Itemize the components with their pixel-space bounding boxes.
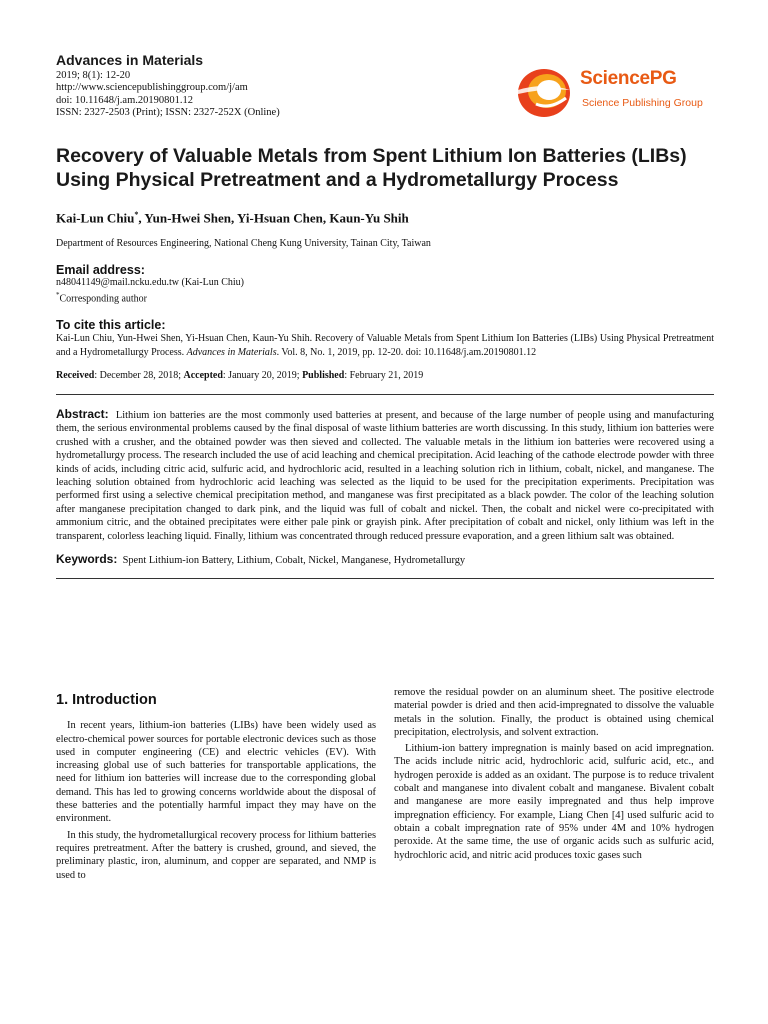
corresponding-note-mark: * <box>56 291 60 300</box>
paragraph: Lithium-ion battery impregnation is mainly based on acid impregnation. The acids include nitric acid, hydrochloric acid, sulfuric acid, etc., and hydrogen peroxide is added as an oxidant. The purpose is to reduce trivalent cobalt and manganese into divalent cobalt and manganese. Bivalent cobalt and manganese are more easily impregnated and thus help improve impregnation efficiency. For example, Liang Chen [4] used sulfuric acid to obtain a cobalt impregnation rate of 95% under 4M and 10% hydrogen peroxide. At the same time, the use of organic acids such as sulfuric acid, hydrochloric acid, and nitric acid produces toxic gases such <box>394 743 714 861</box>
left-column <box>56 686 376 885</box>
email-address[interactable]: n48041149@mail.ncku.edu.tw (Kai-Lun Chiu) <box>56 276 244 288</box>
logo-name: SciencePG <box>580 68 677 89</box>
email-heading: Email address: <box>56 262 145 277</box>
published-label: Published <box>302 369 345 381</box>
received-label: Received <box>56 369 95 381</box>
sciencepg-logo <box>514 60 714 124</box>
paragraph: In this study, the hydrometallurgical recovery process for lithium batteries requires pretreatment. After the battery is crushed, ground, and sieved, the preliminary plastic, iron, aluminum, and copper are separated, and NMP is used to <box>56 829 376 881</box>
journal-url[interactable]: http://www.sciencepublishinggroup.com/j/am <box>56 82 248 94</box>
corresponding-note <box>56 289 714 306</box>
corresponding-mark: * <box>134 209 139 219</box>
doi: doi: 10.11648/j.am.20190801.12 <box>56 94 193 106</box>
author-list <box>56 210 714 226</box>
abstract <box>56 408 714 543</box>
accepted-date: : January 20, 2019; <box>222 369 303 381</box>
corresponding-label: Corresponding author <box>59 293 147 305</box>
abstract-text: Lithium ion batteries are the most commonly used batteries at present, and because of the large number of people using and manufacturing them, the serious environmental problems caused by the final disposal of waste lithium batteries are worth discussing. In this study, lithium ion batteries were crushed with a crusher, and the obtained powder was then sieved and collected. The valuable metals in the lithium ion batteries were recovered using a hydrometallurgy process. The research included the use of acid leaching and chemical precipitation. Acid leaching of the cathode electrode powder with three kinds of acids, including citric acid, sulfuric acid, and hydrochloric acid, resulted in a leaching solution rich in lithium, cobalt, nickel, and manganese. The leaching solution obtained from hydrochloric acid leaching was selected as the liquid to be used for the precipitation experiments. Precipitation was performed first using a selective chemical precipitation method, and manganese was first precipitated as a black powder. The color of the leaching solution after manganese precipitation changed to dark pink, and the liquid was full of cobalt and nickel. Then, the cobalt and nickel were co-precipitated with ammonium citric, and the obtained precipitates were either pale pink or grayish pink. After precipitation of cobalt and nickel, only lithium was left in the transparent, colorless leaching liquid. Finally, lithium was concentrated through reduced pressure evaporation, and a green lithium salt was obtained. <box>56 409 714 542</box>
page-header <box>56 52 714 579</box>
published-date: : February 21, 2019 <box>344 369 424 381</box>
divider-top <box>56 394 714 395</box>
section-heading: 1. Introduction <box>56 692 157 708</box>
paragraph: remove the residual powder on an aluminum sheet. The positive electrode material powder is dried and then acid-impregnated to dissolve the valuable metals in the solution. Finally, the product is obtained using chemical precipitation, electrolysis, and solvent extraction. <box>394 687 714 738</box>
abstract-label: Abstract: <box>56 406 109 421</box>
citation-journal: Advances in Materials <box>186 346 277 358</box>
keywords-text: Spent Lithium-ion Battery, Lithium, Cobalt, Nickel, Manganese, Hydrometallurgy <box>122 554 466 566</box>
volume-info: 2019; 8(1): 12-20 <box>56 70 131 81</box>
affiliation: Department of Resources Engineering, National Cheng Kung University, Tainan City, Taiwan <box>56 237 431 249</box>
citation-volume: . Vol. 8, No. 1, 2019, pp. 12-20. doi: 10.11648/j.am.20190801.12 <box>276 346 537 358</box>
issn: ISSN: 2327-2503 (Print); ISSN: 2327-252X (Online) <box>56 107 280 119</box>
keywords-label: Keywords: <box>56 551 118 566</box>
journal-name: Advances in Materials <box>56 52 204 68</box>
right-column <box>394 686 714 865</box>
divider-bottom <box>56 578 714 579</box>
author-rest: , Yun-Hwei Shen, Yi-Hsuan Chen, Kaun-Yu Shih <box>138 209 409 225</box>
publication-dates <box>56 370 714 381</box>
author-first: Kai-Lun Chiu <box>56 209 135 225</box>
citation <box>56 332 714 359</box>
received-date: : December 28, 2018; <box>94 369 184 381</box>
sciencepg-swirl-icon <box>514 60 578 124</box>
cite-heading: To cite this article: <box>56 318 166 333</box>
keywords <box>56 552 714 566</box>
logo-subtitle: Science Publishing Group <box>582 97 703 109</box>
citation-text: Kai-Lun Chiu, Yun-Hwei Shen, Yi-Hsuan Chen, Kaun-Yu Shih. Recovery of Valuable Metals from Spent Lithium Ion Batteries (LIBs) Using Physical Pretreatment and a Hydrometallurgy Process. <box>56 333 714 358</box>
article-title: Recovery of Valuable Metals from Spent Lithium Ion Batteries (LIBs) Using Physical Pretreatment and a Hydrometallurgy Process <box>56 144 687 192</box>
accepted-label: Accepted <box>183 369 223 381</box>
paragraph: In recent years, lithium-ion batteries (LIBs) have been widely used as electro-chemical power sources for portable electronic devices such as those used in computer engineering (CE) and electric vehicles (EV). With increasing global use of such batteries for transportable applications, the need for lithium ion batteries will increase due to the corresponding global demand. This has led to growing concerns worldwide about the disposal of these batteries and the potentially harmful impact they may have on the environment. <box>56 720 376 825</box>
